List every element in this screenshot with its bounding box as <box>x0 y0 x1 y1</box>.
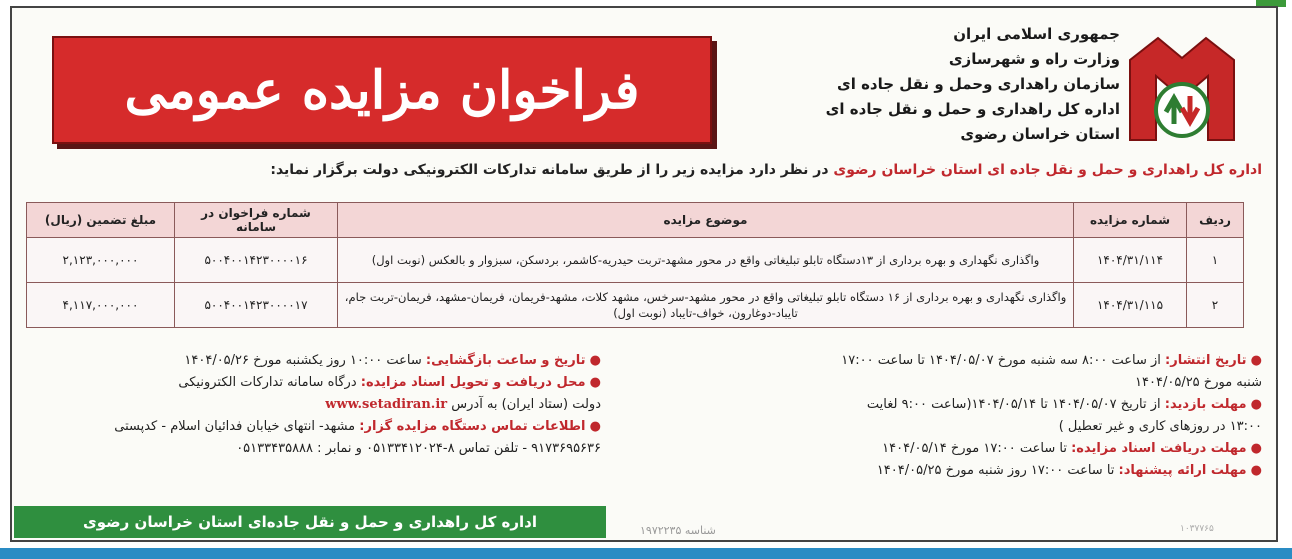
footer-org-banner <box>14 506 606 538</box>
header-reg: شماره فراخوان در سامانه <box>175 203 338 238</box>
header-row: ردیف <box>1187 203 1244 238</box>
opening-text: ساعت ۱۰:۰۰ روز یکشنبه مورخ ۱۴۰۴/۰۵/۲۶ <box>184 353 426 368</box>
footer-org: اداره کل راهداری و حمل و نقل جاده‌ای استان خراسان رضوی <box>83 513 537 531</box>
cell-number: ۱۴۰۴/۳۱/۱۱۴ <box>1074 238 1187 283</box>
visit-text: از تاریخ ۱۴۰۴/۰۵/۰۷ تا ۱۴۰۴/۰۵/۱۴(ساعت ۹:۰۰ لغایت <box>866 397 1165 412</box>
org-line: اداره کل راهداری و حمل و نقل جاده ای <box>825 100 1120 118</box>
place-line <box>26 372 601 394</box>
place-label: محل دریافت و تحویل اسناد مزایده: <box>360 375 586 390</box>
title-banner <box>52 36 712 144</box>
cell-amount: ۲,۱۲۳,۰۰۰,۰۰۰ <box>27 238 175 283</box>
table-header-row <box>27 203 1244 238</box>
footer-number: ۱۰۳۷۷۶۵ <box>1180 524 1214 534</box>
bullet-icon: ● <box>1250 441 1262 456</box>
cell-number: ۱۴۰۴/۳۱/۱۱۵ <box>1074 283 1187 328</box>
auction-table <box>26 202 1244 328</box>
table-row <box>27 238 1244 283</box>
cell-row: ۱ <box>1187 238 1244 283</box>
contact-info <box>26 350 601 460</box>
bullet-icon: ● <box>1250 353 1262 368</box>
header-number: شماره مزایده <box>1074 203 1187 238</box>
intro-text <box>52 162 1262 178</box>
org-line: استان خراسان رضوی <box>960 125 1120 143</box>
docs-line <box>652 438 1262 460</box>
intro-rest: در نظر دارد مزایده زیر را از طریق سامانه تدارکات الکترونیکی دولت برگزار نماید: <box>270 162 829 178</box>
org-line: وزارت راه و شهرسازی <box>948 50 1120 68</box>
visit-line-2: ۱۳:۰۰ در روزهای کاری و غیر تعطیل ) <box>1058 419 1262 434</box>
contact-line <box>26 416 601 438</box>
contact-text: مشهد- انتهای خیابان فدائیان اسلام - کدپستی <box>114 419 360 434</box>
docs-text: تا ساعت ۱۷:۰۰ مورخ ۱۴۰۴/۰۵/۱۴ <box>882 441 1072 456</box>
org-line: جمهوری اسلامی ایران <box>953 25 1120 43</box>
cell-reg: ۵۰۰۴۰۰۱۴۲۳۰۰۰۰۱۷ <box>175 283 338 328</box>
cell-reg: ۵۰۰۴۰۰۱۴۲۳۰۰۰۰۱۶ <box>175 238 338 283</box>
schedule-info <box>652 350 1262 482</box>
publish-label: تاریخ انتشار: <box>1165 353 1247 368</box>
contact-line-2: ۹۱۷۳۶۹۵۶۳۶ - تلفن تماس ۸-۰۵۱۳۳۴۱۲۰۲۴ و نمابر : ۰۵۱۳۳۴۳۵۸۸۸ <box>236 441 601 456</box>
bullet-icon: ● <box>589 419 601 434</box>
notice-title: فراخوان مزایده عمومی <box>124 59 640 121</box>
offer-line <box>652 460 1262 482</box>
visit-line <box>652 394 1262 416</box>
publish-text: از ساعت ۸:۰۰ سه شنبه مورخ ۱۴۰۴/۰۵/۰۷ تا ساعت ۱۷:۰۰ <box>841 353 1166 368</box>
cell-row: ۲ <box>1187 283 1244 328</box>
place-text: درگاه سامانه تدارکات الکترونیکی <box>178 375 361 390</box>
offer-text: تا ساعت ۱۷:۰۰ روز شنبه مورخ ۱۴۰۴/۰۵/۲۵ <box>876 463 1119 478</box>
organization-lines <box>760 22 1120 147</box>
cell-amount: ۴,۱۱۷,۰۰۰,۰۰۰ <box>27 283 175 328</box>
visit-label: مهلت بازدید: <box>1164 397 1247 412</box>
opening-line <box>26 350 601 372</box>
bullet-icon: ● <box>1250 397 1262 412</box>
publish-line-2: شنبه مورخ ۱۴۰۴/۰۵/۲۵ <box>1135 375 1262 390</box>
offer-label: مهلت ارائه پیشنهاد: <box>1118 463 1247 478</box>
header-subject: موضوع مزایده <box>338 203 1074 238</box>
website-link[interactable]: www.setadiran.ir <box>325 397 448 412</box>
cell-subject: واگذاری نگهداری و بهره برداری از ۱۶ دستگاه تابلو تبلیغاتی واقع در محور مشهد-سرخس، مشهد کلات، مشهد-فریمان، فریمان-مشهد، فریمان-تربت جام، تایباد-دوغارون، خواف-تایباد (نوبت اول) <box>338 283 1074 328</box>
place-text-2: دولت (ستاد ایران) به آدرس <box>447 397 601 412</box>
header-amount: مبلغ تضمین (ریال) <box>27 203 175 238</box>
intro-highlight: اداره کل راهداری و حمل و نقل جاده ای استان خراسان رضوی <box>833 162 1262 178</box>
place-line-2 <box>26 394 601 416</box>
org-line: سازمان راهداری وحمل و نقل جاده ای <box>836 75 1120 93</box>
bullet-icon: ● <box>589 353 601 368</box>
bullet-icon: ● <box>1250 463 1262 478</box>
cell-subject: واگذاری نگهداری و بهره برداری از ۱۳دستگاه تابلو تبلیغاتی واقع در محور مشهد-تربت حیدریه-کاشمر، بردسکن، سبزوار و بالعکس (نوبت اول) <box>338 238 1074 283</box>
publish-line <box>652 350 1262 372</box>
road-organization-logo-icon <box>1122 28 1242 148</box>
docs-label: مهلت دریافت اسناد مزایده: <box>1071 441 1247 456</box>
bottom-stripe <box>0 548 1292 559</box>
contact-label: اطلاعات تماس دستگاه مزایده گزار: <box>359 419 586 434</box>
footer-code: شناسه ۱۹۷۲۲۳۵ <box>640 524 716 537</box>
bullet-icon: ● <box>589 375 601 390</box>
table-row <box>27 283 1244 328</box>
opening-label: تاریخ و ساعت بازگشایی: <box>425 353 586 368</box>
